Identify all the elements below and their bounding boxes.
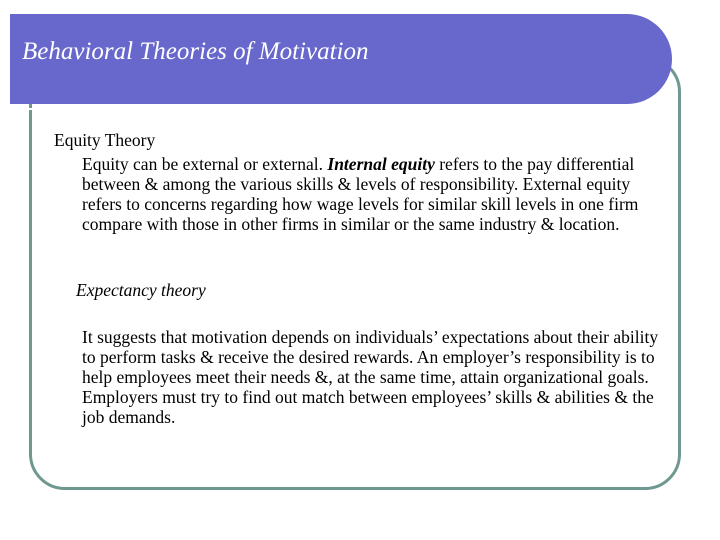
- internal-equity-emphasis: Internal equity: [327, 154, 435, 174]
- equity-theory-heading: Equity Theory: [54, 130, 156, 150]
- expectancy-theory-paragraph: It suggests that motivation depends on individuals’ expectations about their ability to perform tasks & receive the desired rewards. An employer’s responsibility is to help employees meet their needs &, at the same time, attain organizational goals. Employers must try to find out match between employees’ skills & abilities & the job demands.: [82, 327, 659, 427]
- expectancy-theory-heading: Expectancy theory: [76, 280, 206, 300]
- slide-title: Behavioral Theories of Motivation: [22, 38, 369, 65]
- equity-theory-paragraph: [82, 154, 642, 234]
- equity-text-before: Equity can be external or external.: [82, 154, 328, 174]
- equity-text-after: refers to the pay differential between & among the various skills & levels of responsibility. External equity refers to concerns regarding how wage levels for similar skill levels in one firm compare with those in other firms in similar or the same industry & location.: [82, 154, 639, 234]
